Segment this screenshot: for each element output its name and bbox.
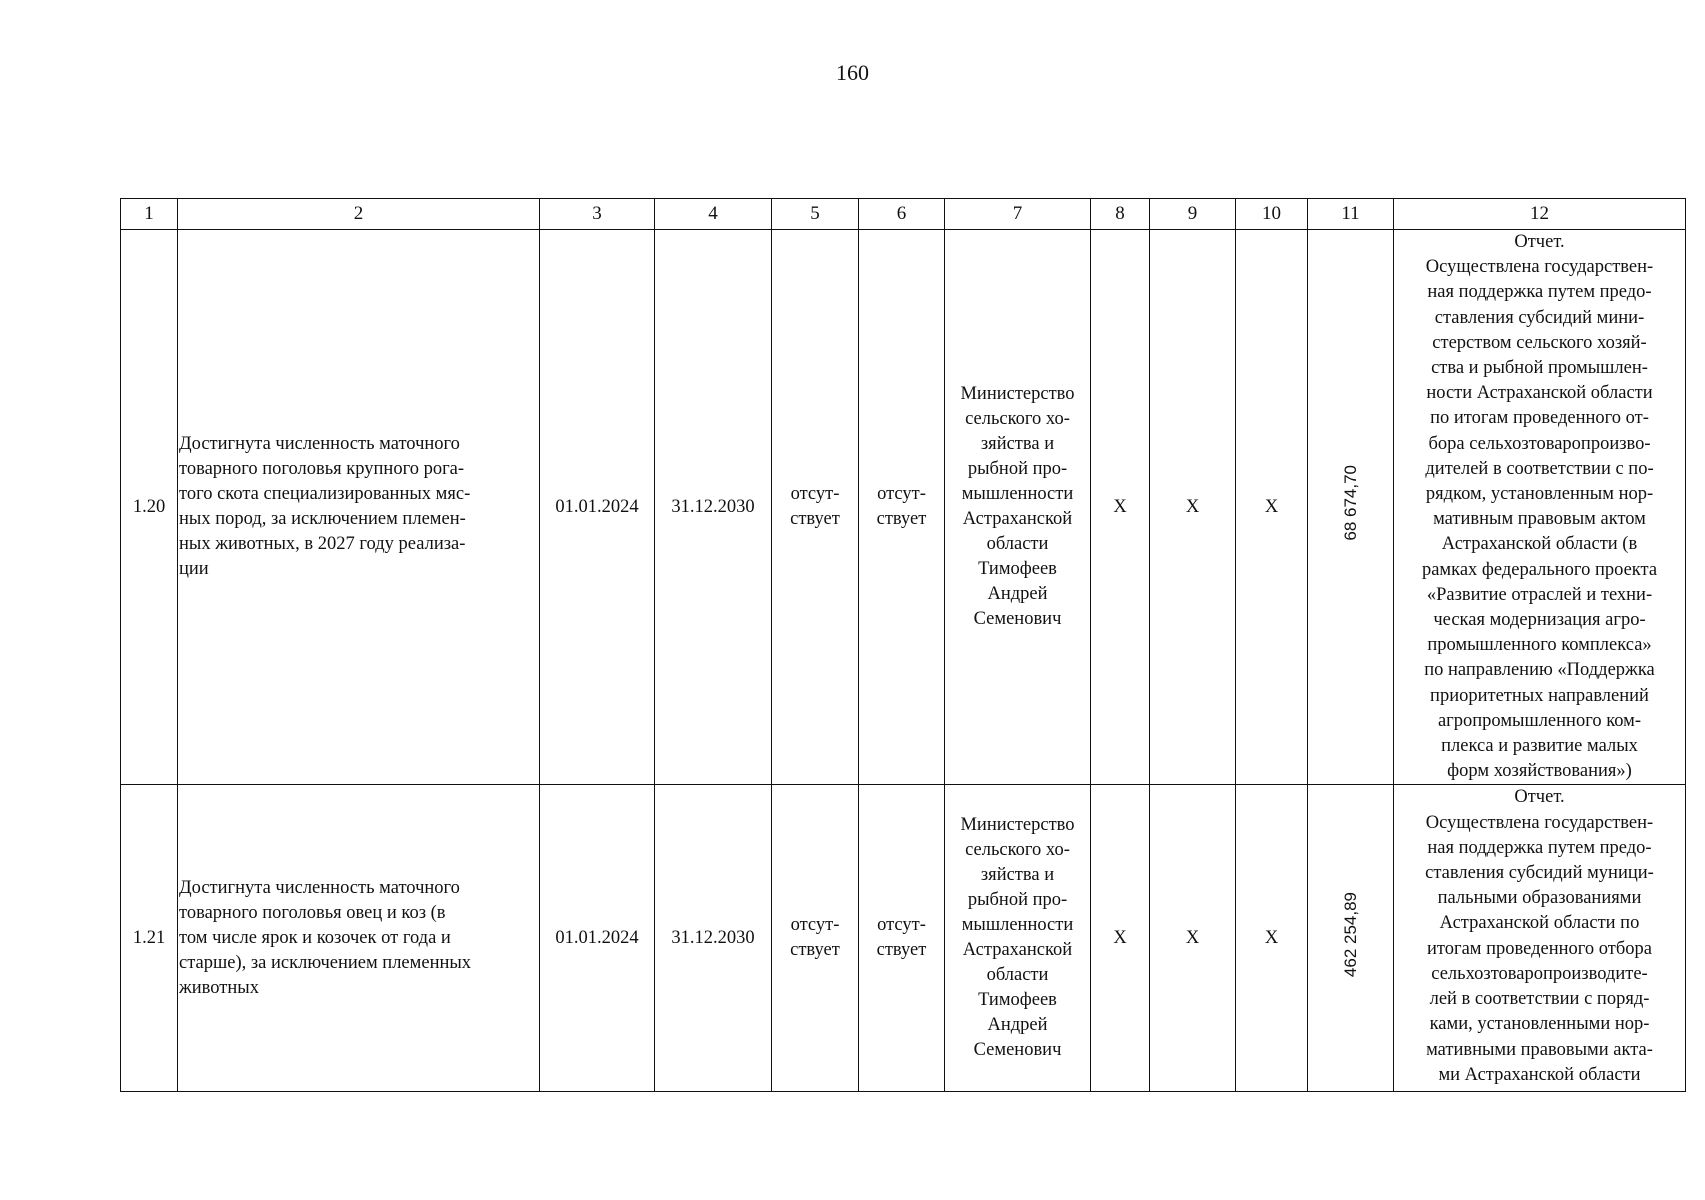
header-cell: 7 [945,199,1091,230]
task-description [178,230,540,785]
header-cell: 6 [859,199,945,230]
amount-cell [1308,230,1394,785]
text-line: Андрей [987,1015,1048,1036]
end-date: 31.12.2030 [655,785,772,1092]
column-5-value [772,785,859,1092]
text-line: товарного поголовья овец и коз (в [179,902,446,923]
text-line: Осуществлена государствен- [1425,257,1654,278]
text-line: отсут- [790,915,840,936]
text-line: стерством сельского хозяй- [1432,332,1647,353]
report-notes [1394,230,1686,785]
text-line: Астраханской [962,940,1073,961]
amount-value: 68 674,70 [1341,465,1360,542]
text-line: ства и рыбной промышлен- [1431,358,1648,379]
text-line: мышленности [961,484,1074,505]
text-line: Отчет. [1514,232,1565,252]
text-line: ставления субсидий мини- [1434,307,1645,328]
text-line: ции [179,559,209,580]
text-line: Астраханской [962,509,1073,530]
column-8-value: Х [1091,785,1150,1092]
text-line: рыбной про- [967,890,1068,911]
text-line: дителей в соответствии с по- [1425,458,1654,479]
header-cell: 4 [655,199,772,230]
column-6-value [859,230,945,785]
text-line: ная поддержка путем предо- [1427,282,1652,303]
text-line: Семенович [973,1040,1062,1061]
text-line: мативными правовыми акта- [1426,1039,1653,1060]
header-cell: 2 [178,199,540,230]
report-notes [1394,785,1686,1092]
text-line: Тимофеев [978,990,1057,1011]
text-line: Осуществлена государствен- [1425,812,1654,833]
text-line: том числе ярок и козочек от года и [179,927,451,948]
column-10-value: Х [1236,785,1308,1092]
responsible-executor [945,230,1091,785]
row-number: 1.21 [121,785,178,1092]
column-10-value: Х [1236,230,1308,785]
text-line: ми Астраханской области [1438,1064,1641,1085]
amount-value: 462 254,89 [1341,891,1360,978]
text-line: Тимофеев [978,559,1057,580]
text-line: Астраханской области по [1439,913,1640,934]
text-line: мативным правовым актом [1433,509,1646,530]
column-8-value: Х [1091,230,1150,785]
header-cell: 10 [1236,199,1308,230]
text-line: агропромышленного ком- [1437,710,1642,731]
start-date: 01.01.2024 [540,785,655,1092]
text-line: промышленного комплекса» [1427,635,1652,656]
text-line: бора сельхозтоваропроизво- [1428,433,1651,454]
text-line: рыбной про- [967,459,1068,480]
table-header-row [121,199,1686,230]
column-6-value [859,785,945,1092]
header-cell: 11 [1308,199,1394,230]
text-line: Астраханской области (в [1441,534,1638,555]
header-cell: 9 [1150,199,1236,230]
text-line: животных [179,977,259,998]
text-line: Андрей [987,584,1048,605]
text-line: зяйства и [980,434,1055,455]
header-cell: 5 [772,199,859,230]
text-line: ствует [790,940,840,961]
text-line: по итогам проведенного от- [1430,408,1649,429]
text-line: плекса и развитие малых [1441,736,1638,757]
text-line: Семенович [973,609,1062,630]
text-line: ствует [790,509,840,530]
row-number: 1.20 [121,230,178,785]
header-cell: 8 [1091,199,1150,230]
text-line: по направлению «Поддержка [1424,660,1655,681]
text-line: ствует [876,940,927,961]
text-line: ками, установленными нор- [1429,1014,1650,1035]
text-line: сельского хо- [965,409,1070,430]
end-date: 31.12.2030 [655,230,772,785]
page-number: 160 [836,60,869,85]
text-line: форм хозяйствования») [1447,761,1632,782]
column-9-value: Х [1150,785,1236,1092]
task-description [178,785,540,1092]
text-line: Достигнута численность маточного [179,434,460,455]
text-line: приоритетных направлений [1430,685,1649,706]
text-line: лей в соответствии с поряд- [1429,989,1650,1010]
text-line: ческая модернизация агро- [1433,610,1646,631]
text-line: пальными образованиями [1437,888,1642,909]
text-line: ных пород, за исключением племен- [179,509,466,530]
text-line: сельского хо- [965,840,1070,861]
text-line: сельхозтоваропроизводите- [1431,963,1648,984]
text-line: Отчет. [1514,787,1565,808]
text-line: области [986,965,1049,986]
header-cell: 1 [121,199,178,230]
plan-table [120,198,1686,1092]
table-row [121,785,1686,1092]
text-line: отсут- [877,484,926,505]
text-line: ности Астраханской области [1426,383,1653,404]
column-9-value: Х [1150,230,1236,785]
table-row [121,230,1686,785]
text-line: Министерство [960,384,1075,405]
text-line: «Развитие отраслей и техни- [1426,584,1653,605]
text-line: ствует [876,509,927,530]
header-cell: 3 [540,199,655,230]
text-line: Достигнута численность маточного [179,877,460,898]
header-cell: 12 [1394,199,1686,230]
column-5-value [772,230,859,785]
text-line: отсут- [877,915,926,936]
text-line: того скота специализированных мяс- [179,484,471,505]
responsible-executor [945,785,1091,1092]
text-line: ставления субсидий муници- [1425,863,1654,884]
text-line: мышленности [961,915,1074,936]
amount-cell [1308,785,1394,1092]
text-line: отсут- [790,484,840,505]
text-line: зяйства и [980,865,1055,886]
text-line: рамках федерального проекта [1421,559,1658,580]
text-line: итогам проведенного отбора [1426,938,1652,959]
text-line: ных животных, в 2027 году реализа- [179,534,466,555]
text-line: рядком, установленным нор- [1425,484,1654,505]
text-line: Министерство [960,815,1075,836]
text-line: товарного поголовья крупного рога- [179,459,465,480]
text-line: ная поддержка путем предо- [1427,837,1652,858]
text-line: области [986,534,1049,555]
start-date: 01.01.2024 [540,230,655,785]
text-line: старше), за исключением племенных [179,952,472,973]
